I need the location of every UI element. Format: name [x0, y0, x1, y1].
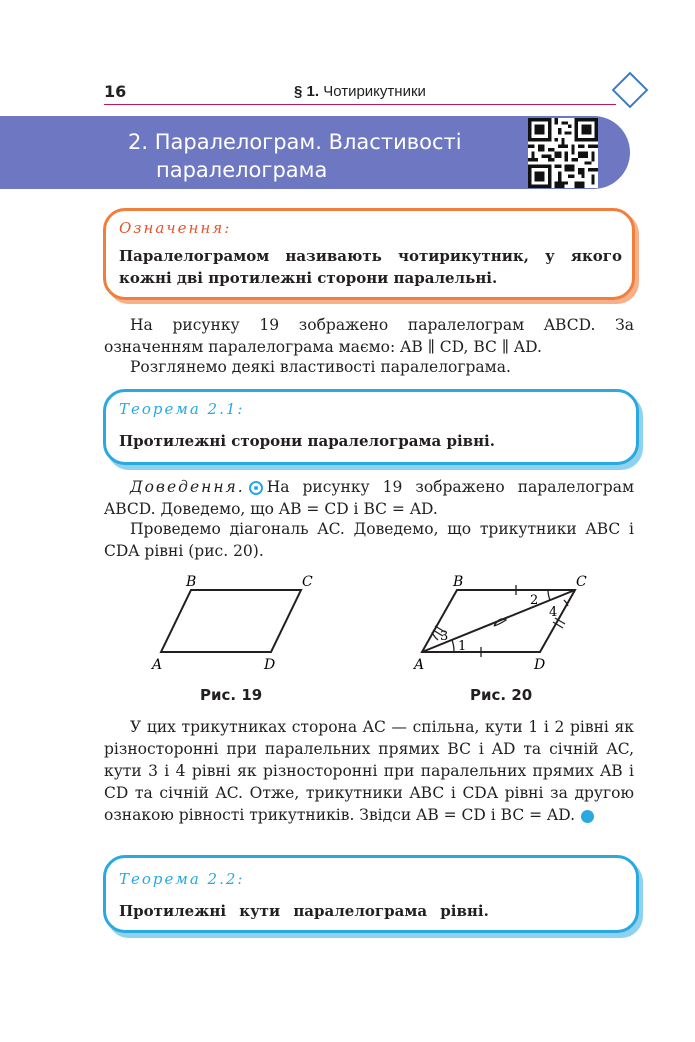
header-divider	[104, 104, 616, 105]
figure-19	[150, 570, 340, 675]
page-header	[104, 82, 624, 106]
proof-paragraph-1	[104, 476, 634, 520]
fig20-label-a: A	[414, 657, 425, 673]
proof-text-3: У цих трикутниках сторона AC — спільна, кути 1 і 2 рівні як різносторонні при паралельних прямих BC і AD та січній AC, кути 3 і 4 рівні як різносторонні при паралельних прямих AB і CD та січній AC. Отже, трикутники ABC і CDA рівні за другою ознакою рівності трикутників. Звідси AB = CD і BC = AD.	[104, 718, 634, 824]
intro-paragraph: На рисунку 19 зображено паралелограм ABCD. За означенням паралелограма маємо: AB ∥ CD, BC ∥ AD.	[104, 316, 634, 356]
parallelogram-abcd	[161, 590, 301, 652]
theorem-box-1	[103, 389, 639, 465]
section-heading	[294, 83, 426, 100]
theorem-box-2	[103, 855, 639, 933]
definition-text: Паралелограмом називають чотирикутник, у якого кожні дві протилежні сторони паралельні.	[119, 247, 622, 287]
definition-box	[103, 208, 635, 300]
angle-label-1: 1	[458, 639, 467, 654]
proof-label: Доведення.	[130, 478, 245, 496]
proof-end-icon	[581, 810, 594, 823]
section-title: Чотирикутники	[323, 83, 426, 100]
proof-paragraph-2: Проведемо діагональ AC. Доведемо, що трикутники ABC і CDA рівні (рис. 20).	[104, 520, 634, 560]
diagonal-mark	[494, 619, 506, 626]
angle-label-2: 2	[530, 593, 539, 608]
figure-20-caption: Рис. 20	[470, 686, 533, 704]
topic-title-line1: 2. Паралелограм. Властивості	[128, 130, 462, 154]
proof-start-icon	[249, 481, 263, 495]
fig19-label-d: D	[264, 657, 276, 673]
intro-paragraph-2: Розглянемо деякі властивості паралелограма.	[130, 358, 511, 376]
fig20-label-d: D	[534, 657, 546, 673]
theorem-2-label: Теорема 2.2:	[119, 870, 245, 888]
section-mark: § 1.	[294, 83, 320, 100]
figure-19-caption: Рис. 19	[200, 686, 263, 704]
fig19-label-a: A	[152, 657, 163, 673]
theorem-text: Протилежні сторони паралелограма рівні.	[119, 432, 495, 450]
topic-title	[128, 128, 508, 184]
proof-paragraph-3	[104, 716, 634, 826]
arc-angle-1	[452, 640, 454, 652]
fig19-label-b: B	[186, 574, 197, 590]
arc-angle-2	[548, 590, 550, 600]
fig19-label-c: C	[302, 574, 313, 590]
proof-text-1: На рисунку 19 зображено паралелограм ABCD. Доведемо, що AB = CD і BC = AD.	[104, 478, 634, 518]
definition-label: Означення:	[119, 219, 232, 237]
theorem-2-text: Протилежні кути паралелограма рівні.	[119, 902, 489, 920]
topic-title-line2: паралелограма	[156, 158, 328, 182]
angle-label-4: 4	[549, 605, 558, 620]
figure-20	[410, 570, 600, 675]
fig20-label-b: B	[453, 574, 464, 590]
qr-code-icon[interactable]	[528, 118, 598, 188]
fig20-label-c: C	[576, 574, 587, 590]
angle-label-3: 3	[440, 629, 449, 644]
page-number: 16	[104, 82, 127, 101]
theorem-label: Теорема 2.1:	[119, 400, 245, 418]
